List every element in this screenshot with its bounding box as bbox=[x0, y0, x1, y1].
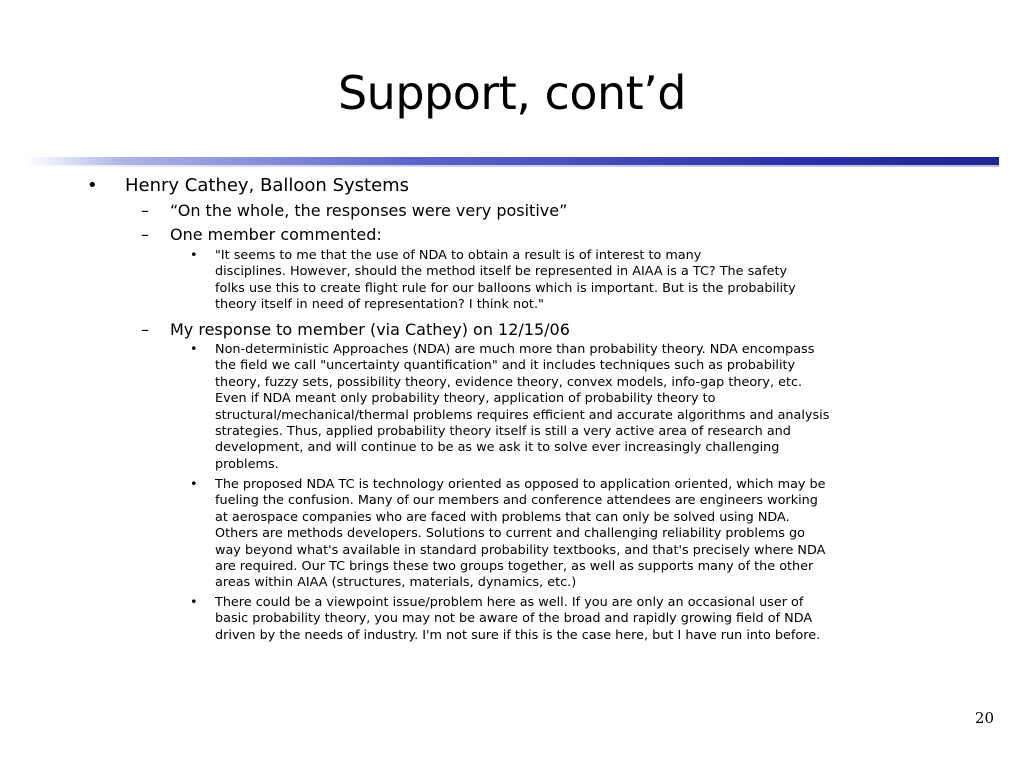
response-line: Non-deterministic Approaches (NDA) are much more than probability theory. NDA encompass bbox=[215, 342, 815, 357]
response-line: areas within AIAA (structures, materials, dynamics, etc.) bbox=[215, 575, 577, 591]
bullet-marker: • bbox=[190, 477, 198, 492]
slide-title: Support, cont’d bbox=[337, 66, 687, 120]
response-line: theory, fuzzy sets, possibility theory, evidence theory, convex models, info-gap theory, etc. bbox=[215, 374, 803, 390]
quote-line: "It seems to me that the use of NDA to obtain a result is of interest to many bbox=[215, 248, 702, 263]
bullet-item-henry-cathey: Henry Cathey, Balloon Systems bbox=[125, 175, 410, 196]
response-line: driven by the needs of industry. I'm not sure if this is the case here, but I have run into before. bbox=[215, 627, 821, 643]
response-line: The proposed NDA TC is technology oriented as opposed to application oriented, which may be bbox=[215, 477, 826, 492]
bullet-marker: • bbox=[190, 342, 198, 357]
response-line: There could be a viewpoint issue/problem here as well. If you are only an occasional user of bbox=[215, 595, 804, 610]
sub-item-positive-responses: “On the whole, the responses were very positive” bbox=[170, 201, 568, 220]
member-quote bbox=[215, 248, 945, 314]
response-line: structural/mechanical/thermal problems requires efficient and accurate algorithms and analysis bbox=[215, 407, 830, 423]
quote-line: folks use this to create flight rule for our balloons which is important. But is the probability bbox=[215, 280, 796, 296]
response-line: Even if NDA meant only probability theory, application of probability theory to bbox=[215, 391, 716, 407]
bullet-marker: • bbox=[190, 595, 198, 610]
response-line: basic probability theory, you may not be aware of the broad and rapidly growing field of NDA bbox=[215, 611, 813, 627]
bullet-marker: • bbox=[87, 175, 98, 196]
response-line: at aerospace companies who are faced with problems that can only be solved using NDA. bbox=[215, 509, 790, 525]
response-line: the field we call "uncertainty quantification" and it includes techniques such as probability bbox=[215, 358, 796, 374]
response-point-nda-scope bbox=[215, 342, 945, 473]
dash-marker: – bbox=[141, 225, 149, 244]
dash-marker: – bbox=[141, 320, 149, 339]
response-line: fueling the confusion. Many of our members and conference attendees are engineers working bbox=[215, 493, 818, 509]
response-line: strategies. Thus, applied probability theory itself is still a very active area of research and bbox=[215, 424, 791, 440]
response-point-viewpoint-issue bbox=[215, 595, 945, 644]
quote-line: disciplines. However, should the method itself be represented in AIAA is a TC? The safety bbox=[215, 264, 788, 280]
title-divider bbox=[26, 157, 999, 165]
sub-item-my-response: My response to member (via Cathey) on 12/15/06 bbox=[170, 320, 570, 339]
dash-marker: – bbox=[141, 201, 149, 220]
response-line: Others are methods developers. Solutions to current and challenging reliability problems go bbox=[215, 526, 805, 542]
page-number: 20 bbox=[974, 709, 994, 727]
bullet-marker: • bbox=[190, 248, 198, 263]
title-divider-shadow bbox=[26, 165, 999, 167]
response-line: development, and will continue to be as we ask it to solve ever increasingly challenging bbox=[215, 440, 780, 456]
quote-line: theory itself in need of representation? I think not." bbox=[215, 297, 544, 313]
sub-item-member-commented: One member commented: bbox=[170, 225, 382, 244]
response-line: way beyond what's available in standard probability textbooks, and that's precisely where NDA bbox=[215, 542, 826, 558]
response-line: problems. bbox=[215, 456, 279, 472]
response-line: are required. Our TC brings these two groups together, as well as supports many of the other bbox=[215, 559, 814, 575]
response-point-technology-oriented bbox=[215, 477, 945, 592]
